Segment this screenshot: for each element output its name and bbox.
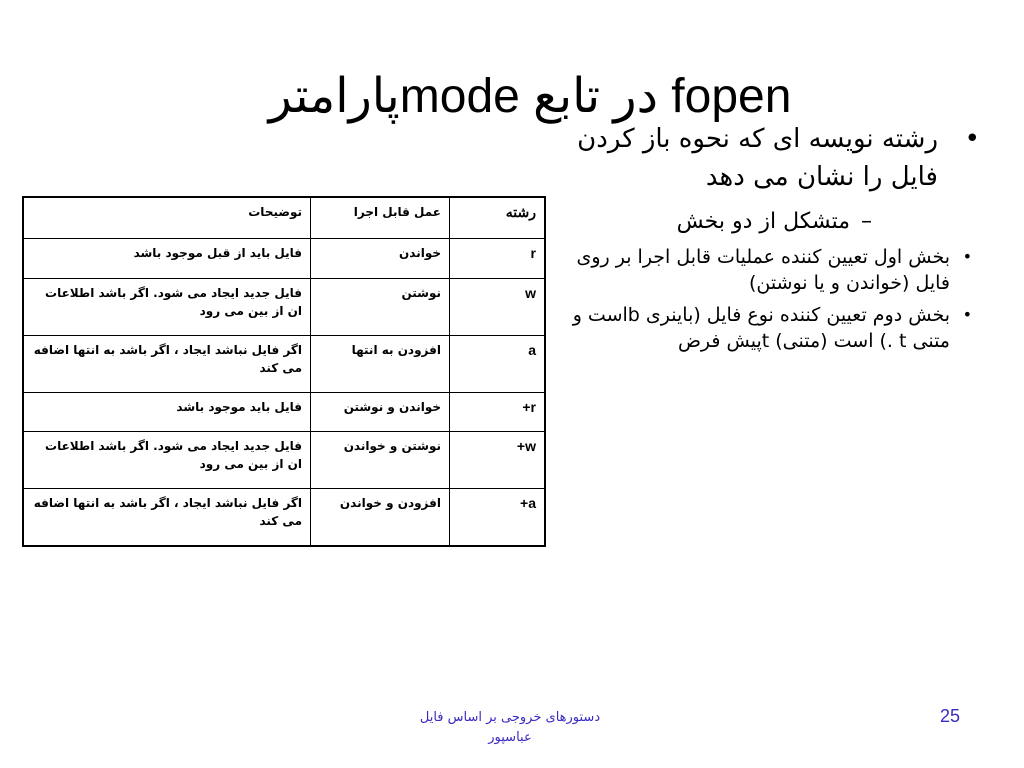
cell-mode: a+ [450, 489, 546, 547]
table-row [23, 336, 545, 393]
bullet-sub-text: متشکل از دو بخش [676, 209, 850, 234]
cell-mode: r+ [450, 393, 546, 432]
header-mode: رشته [450, 197, 546, 239]
table-row [23, 239, 545, 279]
cell-description: فایل جدید ایجاد می شود. اگر باشد اطلاعات ان از بین می رود [23, 279, 311, 336]
table-header-row [23, 197, 545, 239]
bullet-main [560, 120, 980, 196]
cell-mode: a [450, 336, 546, 393]
cell-mode: w [450, 279, 546, 336]
table-row [23, 279, 545, 336]
bullet-dot-icon: • [964, 124, 980, 154]
bullet-item [560, 244, 972, 296]
cell-mode: w+ [450, 432, 546, 489]
cell-description: فایل باید موجود باشد [23, 393, 311, 432]
cell-operation: افزودن به انتها [311, 336, 450, 393]
header-description: توضیحات [23, 197, 311, 239]
bullet-item [560, 302, 972, 354]
bullet-item-text: بخش دوم تعیین کننده نوع فایل (باینری bاست و متنی t .) است (متنی) tپیش فرض [572, 304, 950, 352]
page-number: 25 [939, 706, 961, 726]
table-row [23, 393, 545, 432]
bullet-dot-icon: • [962, 305, 972, 324]
bullet-dash-icon: – [861, 209, 872, 234]
cell-description: اگر فایل نباشد ایجاد ، اگر باشد به انتها اضافه می کند [23, 489, 311, 547]
cell-operation: خواندن [311, 239, 450, 279]
cell-description: فایل جدید ایجاد می شود. اگر باشد اطلاعات ان از بین می رود [23, 432, 311, 489]
slide-footer [380, 708, 640, 748]
slide-title: پارامترmode در تابع fopen [268, 70, 792, 123]
table-row [23, 432, 545, 489]
cell-description: اگر فایل نباشد ایجاد ، اگر باشد به انتها اضافه می کند [23, 336, 311, 393]
bullet-dot-icon: • [962, 247, 972, 266]
cell-mode: r [450, 239, 546, 279]
bullet-item-text: بخش اول تعیین کننده عملیات قابل اجرا بر روی فایل (خواندن و یا نوشتن) [576, 246, 950, 294]
mode-table [22, 196, 546, 547]
bullet-list [560, 120, 980, 354]
footer-line: دستورهای خروجی بر اساس فایل [419, 710, 601, 725]
cell-operation: نوشتن [311, 279, 450, 336]
cell-description: فایل باید از قبل موجود باشد [23, 239, 311, 279]
cell-operation: نوشتن و خواندن [311, 432, 450, 489]
table-row [23, 489, 545, 547]
cell-operation: خواندن و نوشتن [311, 393, 450, 432]
cell-operation: افزودن و خواندن [311, 489, 450, 547]
footer-author: عباسپور [488, 730, 532, 745]
header-operation: عمل قابل اجرا [311, 197, 450, 239]
bullet-main-text: رشته نویسه ای که نحوه باز کردن فایل را نشان می دهد [577, 124, 938, 192]
bullet-sub [560, 206, 980, 238]
